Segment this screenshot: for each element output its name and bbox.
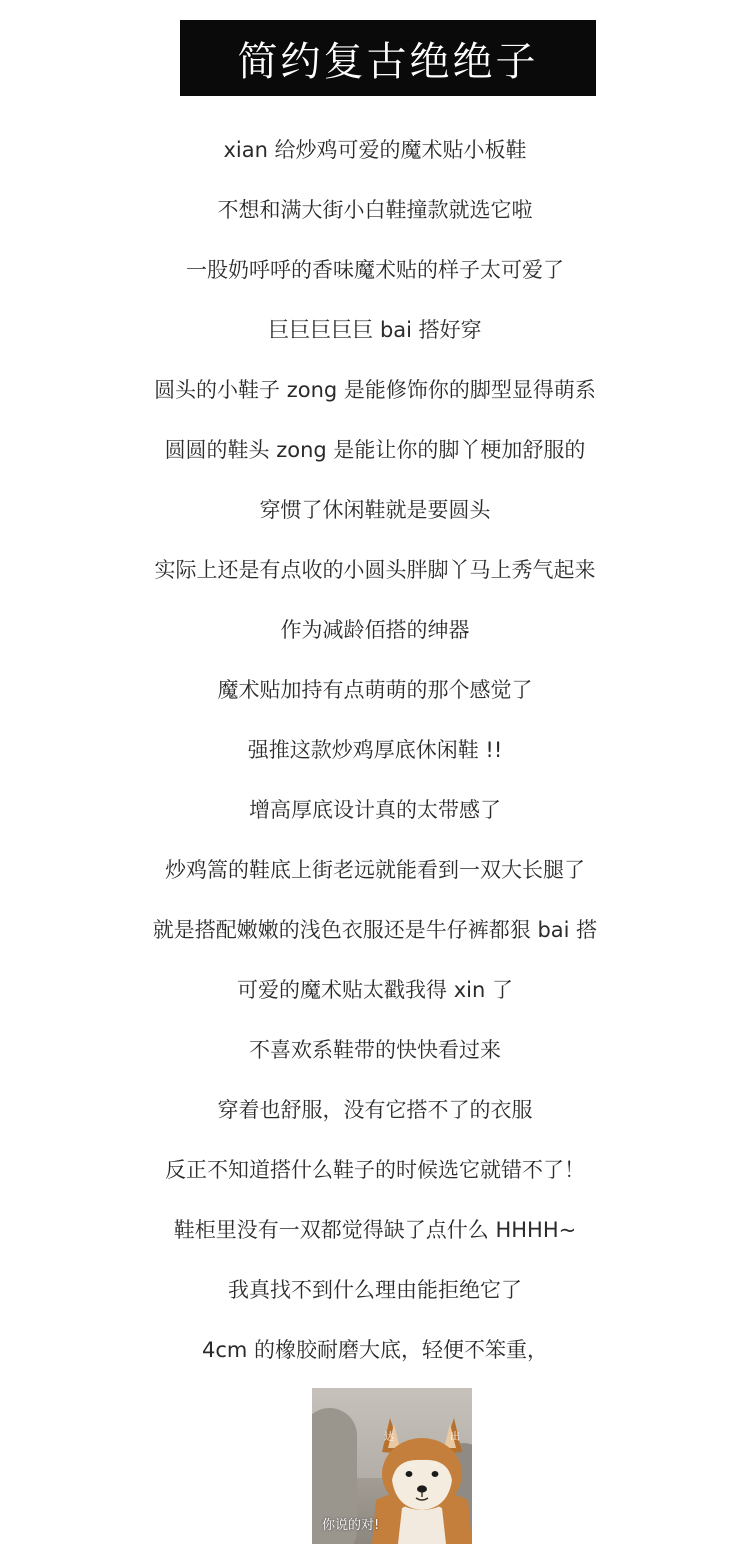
- description-line: 强推这款炒鸡厚底休闲鞋 !!: [247, 738, 503, 762]
- description-line: 4cm 的橡胶耐磨大底，轻便不笨重，: [201, 1338, 549, 1362]
- meme-top-right-text: 出: [450, 1432, 460, 1443]
- meme-top-left-text: 达: [384, 1432, 394, 1443]
- description-line: 不想和满大街小白鞋撞款就选它啦: [217, 198, 533, 222]
- title-banner: [180, 20, 596, 96]
- description-line: 魔术贴加持有点萌萌的那个感觉了: [217, 678, 533, 702]
- description-line: 一股奶呼呼的香味魔术贴的样子太可爱了: [186, 258, 564, 282]
- description-line: 巨巨巨巨巨 bai 搭好穿: [268, 318, 482, 342]
- description-list: [0, 120, 750, 1380]
- description-line: 可爱的魔术贴太戳我得 xin 了: [237, 978, 513, 1002]
- description-line: 不喜欢系鞋带的快快看过来: [249, 1038, 501, 1062]
- description-line: 鞋柜里没有一双都觉得缺了点什么 HHHH~: [173, 1218, 577, 1242]
- description-line: 反正不知道搭什么鞋子的时候选它就错不了！: [165, 1158, 585, 1182]
- description-line: 圆头的小鞋子 zong 是能修饰你的脚型显得萌系: [154, 378, 596, 402]
- meme-caption: 你说的对!: [322, 1518, 380, 1533]
- description-line: 作为减龄佰搭的绅器: [280, 618, 470, 642]
- shiba-meme-image: [312, 1388, 472, 1544]
- page-title: 简约复古绝绝子: [237, 38, 539, 85]
- description-line: 穿着也舒服，没有它搭不了的衣服: [217, 1098, 533, 1122]
- description-line: 增高厚底设计真的太带感了: [249, 798, 501, 822]
- description-line: 实际上还是有点收的小圆头胖脚丫马上秀气起来: [154, 558, 596, 582]
- description-line: 圆圆的鞋头 zong 是能让你的脚丫梗加舒服的: [164, 438, 586, 462]
- description-line: 炒鸡篙的鞋底上街老远就能看到一双大长腿了: [165, 858, 585, 882]
- description-line: 我真找不到什么理由能拒绝它了: [228, 1278, 522, 1302]
- description-line: 就是搭配嫩嫩的浅色衣服还是牛仔裤都狠 bai 搭: [152, 918, 598, 942]
- description-line: 穿惯了休闲鞋就是要圆头: [259, 498, 491, 522]
- description-line: xian 给炒鸡可爱的魔术贴小板鞋: [223, 138, 527, 162]
